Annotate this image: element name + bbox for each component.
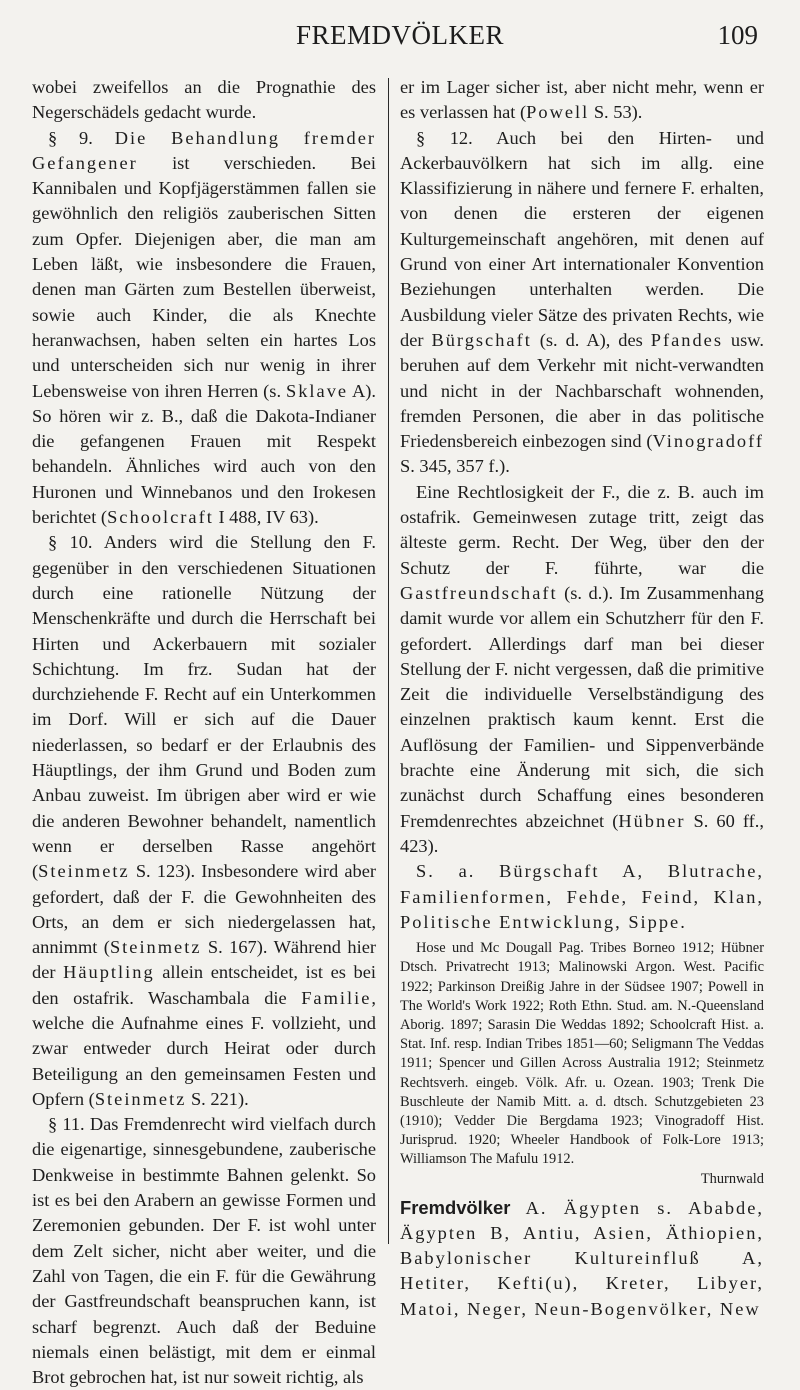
left-column	[32, 75, 376, 1390]
paragraph-text: ist verschieden. Bei Kannibalen und Kopfjägerstämmen fallen sie gewöhnlich den religiös zauberischen Sitten zum Opfer. Diejenigen aber, die man am Leben läßt, wie insbesondere die Frauen, denen man Gärten zum Bestellen überweist, sowie auch Kinder, die als Knechte heranwachsen, haben selten ein hartes Los und unterscheiden sich nur wenig in ihrer Lebensweise von ihren Herren (s.	[32, 152, 376, 401]
paragraph-text: S. 60 ff., 423).	[400, 810, 765, 856]
paragraph-text: , welche die Aufnahme eines F. vollzieht, und zwar entweder durch Heirat oder durch Beteiligung an den gemeinsamen Festen und Opfern (	[32, 987, 376, 1109]
author-citation: Schoolcraft	[107, 507, 214, 528]
paragraph-text: (s. d. A), des	[531, 329, 651, 350]
paragraph-text: allein entscheidet, ist es bei den ostafrik. Waschambala die	[32, 962, 376, 1008]
lemma-headword: Fremdvölker	[400, 1196, 511, 1218]
cross-reference: Gastfreundschaft	[400, 582, 558, 603]
paragraph-continuation	[400, 75, 764, 126]
cross-reference: Pfandes	[650, 329, 723, 350]
author-citation: Hübner	[618, 810, 686, 831]
emphasized-term: Familie	[301, 987, 372, 1008]
paragraph-rechtlosigkeit	[400, 480, 764, 859]
paragraph-continuation	[32, 75, 376, 126]
see-also-references: S. a. Bürgschaft A, Blutrache, Familienformen, Fehde, Feind, Klan, Politische Entwicklung, Sippe.	[400, 861, 764, 932]
running-title: FREMDVÖLKER	[295, 20, 504, 50]
paragraph-text: S. 345, 357 f.).	[400, 456, 510, 477]
section-number: § 9.	[48, 127, 115, 148]
article-author: Thurnwald	[700, 1170, 764, 1187]
paragraph-text: Eine Rechtlosigkeit der F., die z. B. auch im ostafrik. Gemeinwesen zutage tritt, zeigt das älteste germ. Recht. Der Weg, über den der Schutz der F. führte, war die	[400, 481, 764, 578]
paragraph-section-9	[32, 126, 376, 531]
paragraph-section-10	[32, 530, 376, 1112]
emphasized-term: Häuptling	[63, 962, 155, 983]
paragraph-text: I 488, IV 63).	[213, 507, 319, 528]
next-lemma-entry	[400, 1195, 764, 1322]
paragraph-text: A). So hören wir z. B., daß die Dakota-Indianer die gefangenen Frauen mit Respekt behandeln. Ähnliches wird auch von den Huronen und Winnebanos und den Irokesen berichtet (	[32, 380, 376, 528]
paragraph-text: S. 53).	[589, 102, 643, 123]
author-citation: Powell	[526, 102, 590, 123]
paragraph-section-11	[32, 1112, 376, 1390]
lemma-text: A. Ägypten s. Ababde, Ägypten B, Antiu, Asien, Äthiopien, Babylonischer Kultureinfluß A, Hetiter, Kefti(u), Kreter, Libyer, Matoi, Neger, Neun-Bogenvölker, New	[400, 1197, 764, 1319]
paragraph-text: wobei zweifellos an die Prognathie des Negerschädels gedacht wurde.	[32, 77, 376, 123]
page-number: 109	[717, 20, 758, 50]
paragraph-text: S. 123). Insbesondere wird aber gefordert, daß der F. die Gewohnheiten des Orts, an dem er sich niedergelassen hat, annimmt (	[32, 861, 376, 958]
cross-reference: Bürgschaft	[431, 329, 532, 350]
paragraph-text: § 12. Auch bei den Hirten- und Ackerbauvölkern hat sich im allg. eine Klassifizierung in nähere und fernere F. erhalten, von denen die ersteren der eigenen Kulturgemeinschaft angehören, mit denen auf Grund von einer Art internationaler Konvention Beziehungen unterhalten werden. Die Ausbildung vieler Sätze des privaten Rechts, wie der	[400, 127, 764, 350]
author-citation: Steinmetz	[38, 861, 130, 882]
page-header	[0, 20, 800, 60]
author-citation: Steinmetz	[94, 1088, 187, 1109]
bibliography: Hose und Mc Dougall Pag. Tribes Borneo 1912; Hübner Dtsch. Privatrecht 1913; Malinowski Argon. West. Pacific 1922; Parkinson Dreißig Jahre in der Südsee 1907; Powell in The World's Work 1922; Roth Ethn. Stud. am. N.-Queensland Aborig. 1897; Sarasin Die Weddas 1892; Schoolcraft Hist. a. Stat. Inf. resp. Indian Tribes 1851—60; Seligmann The Veddas 1911; Spencer und Gillen Across Australia 1912; Steinmetz Rechtsverh. eingeb. Völk. Afr. u. Ozean. 1903; Trenk Die Buschleute der Namib Mitt. a. d. dtsch. Schutzgebieten 23 (1910); Vedder Die Bergdama 1923; Vinogradoff Hist. Jurisprud. 1920; Wheeler Handbook of Folk-Lore 1913; Williamson The Mafulu 1912.	[400, 940, 764, 1168]
section-number: § 11.	[48, 1114, 90, 1135]
paragraph-section-12	[400, 126, 764, 480]
paragraph-text: Das Fremdenrecht wird vielfach durch die eigenartige, sinnesgebundene, zauberische Denkweise in bestimmte Bahnen gelenkt. So ist es bei den Arabern an gewisse Formen und Zeremonien gebunden. Der F. ist wohl unter dem Zelt sicher, nicht aber weiter, und die Zahl von Tagen, die ein F. für die Gewährung der Gastfreundschaft beanspruchen kann, ist scharf begrenzt. Auch daß der Beduine niemals einen belästigt, mit dem er einmal Brot gebrochen hat, ist nur soweit richtig, als	[32, 1114, 376, 1388]
paragraph-text: S. 221).	[186, 1088, 249, 1109]
paragraph-text: er im Lager sicher ist, aber nicht mehr, wenn er es verlassen hat (	[400, 77, 764, 123]
paragraph-text: (s. d.). Im Zusammenhang damit wurde vor allem ein Schutzherr für den F. gefordert. Allerdings darf man bei dieser Stellung der F. nicht vergessen, daß die primitive Zeit die individuelle Verselbständigung des einzelnen praktisch kaum kennt. Erst die Auflösung der Familien- und Sippenverbände brachte eine Änderung mit sich, die sich zunächst durch Schaffung eines besonderen Fremdenrechtes abzeichnet (	[400, 582, 764, 831]
paragraph-text: § 10. Anders wird die Stellung den F. gegenüber in den verschiedenen Situationen durch eine rationelle Nützung der Menschenkräfte und durch die Herrschaft bei Hirten und Ackerbauern mit sozialer Schichtung. Im frz. Sudan hat der durchziehende F. Recht auf ein Unterkommen im Dorf. Will er sich auf die Dauer niederlassen, so bedarf er der Erlaubnis des Häuptlings, der ihm Grund und Boden zum Anbau zuweist. Im übrigen aber wird er wie die anderen Bewohner behandelt, namentlich wenn er derselben Rasse angehört (	[32, 532, 376, 882]
column-divider	[388, 78, 389, 1244]
emphasized-term: Die Behandlung fremder Gefangener	[32, 127, 376, 173]
right-column	[400, 75, 764, 1322]
paragraph-text: S. 167). Während hier der	[32, 937, 376, 983]
cross-reference: Sklave	[286, 380, 349, 401]
author-citation: Steinmetz	[109, 937, 202, 958]
paragraph-text: usw. beruhen auf dem Verkehr mit nicht-verwandten und nicht in der Nachbarschaft wohnenden, fremden Personen, die aber in das politische Friedensbereich einbezogen sind (	[400, 329, 764, 452]
author-citation: Vinogradoff	[652, 431, 764, 452]
